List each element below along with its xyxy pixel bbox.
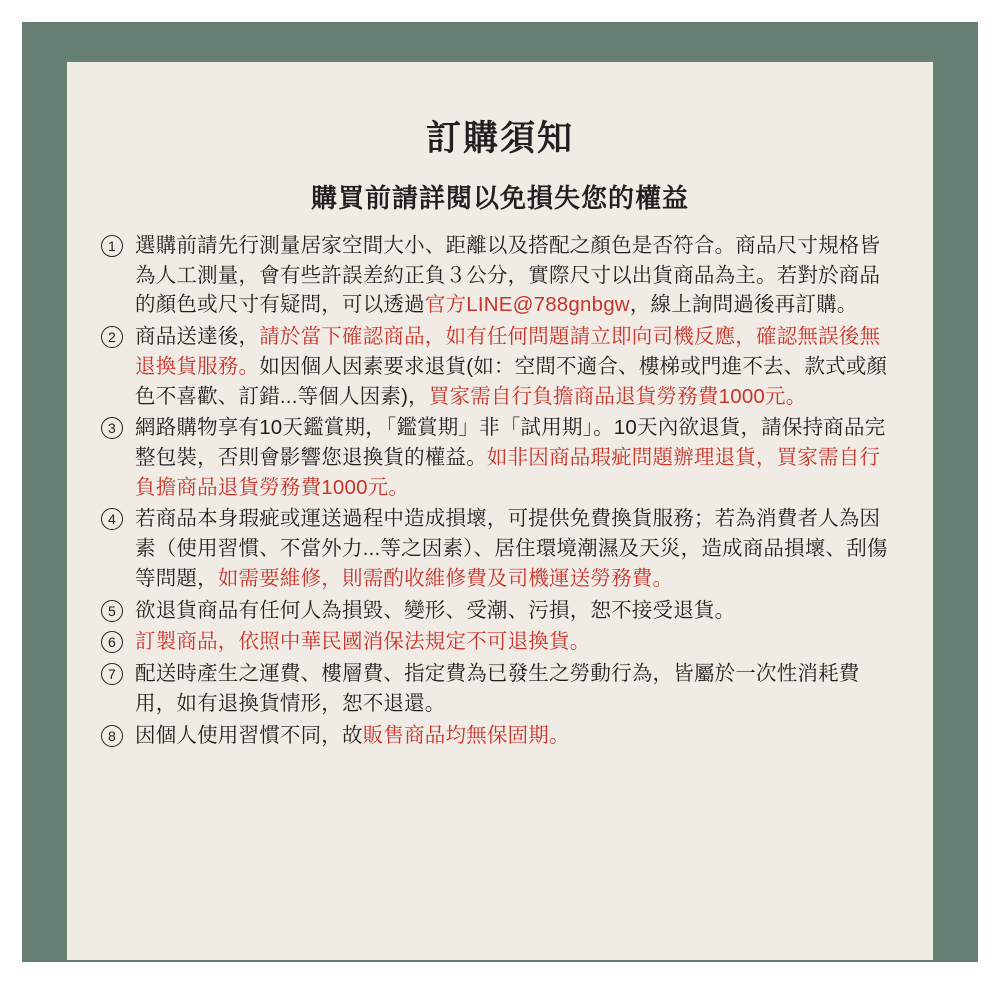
plain-text: ，線上詢問過後再訂購。 — [629, 293, 858, 317]
list-item-text — [135, 724, 570, 747]
highlighted-text: 請於當下確認商品，如有任何問題請立即向司機反應，確認無誤後無退換貨服務。 — [135, 325, 881, 378]
highlighted-text: 買家需自行負擔商品退貨勞務費1000元。 — [428, 384, 807, 408]
list-item — [101, 721, 899, 751]
list-item-number: 7 — [101, 663, 123, 685]
list-item-text — [135, 662, 860, 715]
plain-text: 配送時產生之運費、樓層費、指定費為已發生之勞動行為，皆屬於一次性消耗費用，如有退換貨情形，恕不退還。 — [135, 662, 860, 715]
notice-panel — [67, 62, 933, 960]
highlighted-text: 如需要維修，則需酌收維修費及司機運送勞務費。 — [217, 566, 674, 590]
list-item — [101, 596, 899, 626]
outer-frame — [22, 22, 978, 962]
list-item — [101, 231, 899, 320]
plain-text: 因個人使用習慣不同，故 — [135, 723, 363, 747]
list-item-number: 6 — [101, 631, 123, 653]
list-item-text — [135, 507, 888, 589]
list-item-number: 4 — [101, 508, 123, 530]
list-item-text — [135, 325, 887, 407]
list-item-text — [135, 234, 880, 316]
highlighted-text: 販售商品均無保固期。 — [362, 723, 570, 747]
notice-list — [101, 231, 899, 750]
plain-text: 欲退貨商品有任何人為損毀、變形、受潮、污損，恕不接受退貨。 — [135, 598, 736, 622]
highlighted-text: 訂製商品，依照中華民國消保法規定不可退換貨。 — [135, 630, 591, 654]
list-item — [101, 659, 899, 718]
list-item-number: 5 — [101, 600, 123, 622]
list-item-number: 1 — [101, 235, 123, 257]
list-item — [101, 504, 899, 593]
page-subtitle: 購買前請詳閱以免損失您的權益 — [310, 183, 689, 213]
plain-text: 網路購物享有10天鑑賞期，「鑑賞期」非「試用期」。10天內欲退貨，請保持商品完整包裝，否則會影響您退換貨的權益。 — [135, 416, 886, 470]
list-item — [101, 413, 899, 502]
list-item-number: 3 — [101, 417, 123, 439]
highlighted-text: 官方LINE@788gnbgw — [424, 293, 630, 317]
page-title: 訂購須知 — [425, 119, 574, 158]
plain-text: 選購前請先行測量居家空間大小、距離以及搭配之顏色是否符合。商品尺寸規格皆為人工測量，會有些許誤差約正負３公分，實際尺寸以出貨商品為主。若對於商品的顏色或尺寸有疑問，可以透過 — [135, 234, 881, 317]
list-item-text — [135, 416, 885, 498]
list-item-number: 2 — [101, 326, 123, 348]
plain-text: 若商品本身瑕疵或運送過程中造成損壞，可提供免費換貨服務；若為消費者人為因素（使用習慣、不當外力...等之因素）、居住環境潮濕及天災，造成商品損壞、刮傷等問題， — [135, 507, 888, 590]
list-item-text — [135, 599, 735, 622]
list-item — [101, 322, 899, 411]
plain-text: 商品送達後， — [135, 325, 260, 349]
list-item — [101, 627, 899, 657]
list-item-number: 8 — [101, 725, 123, 747]
plain-text: 如因個人因素要求退貨(如：空間不適合、樓梯或門進不去、款式或顏色不喜歡、訂錯...等個人因素)， — [135, 354, 888, 408]
list-item-text — [135, 630, 590, 653]
highlighted-text: 如非因商品瑕疵問題辦理退貨，買家需自行負擔商品退貨勞務費1000元。 — [135, 446, 881, 499]
